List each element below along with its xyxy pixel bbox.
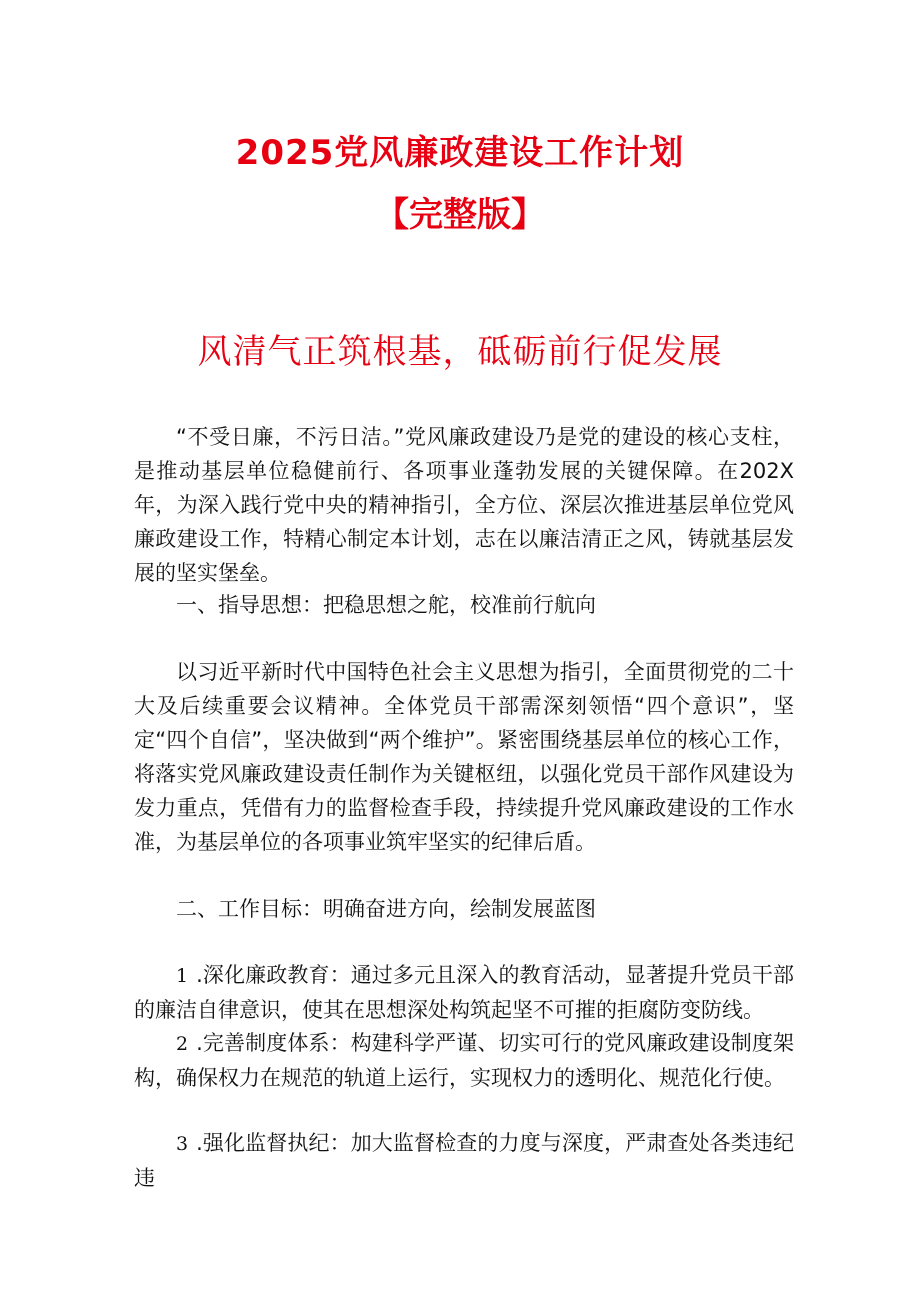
intro-paragraph: [134, 420, 794, 590]
section1-body-text: 以习近平新时代中国特色社会主义思想为指引，全面贯彻党的二十大及后续重要会议精神。全体党员干部需深刻领悟“四个意识”，坚定“四个自信”，坚决做到“两个维护”。紧密围绕基层单位的核心工作，将落实党风廉政建设责任制作为关键枢纽，以强化党员干部作风建设为发力重点，凭借有力的监督检查手段，持续提升党风廉政建设的工作水准，为基层单位的各项事业筑牢坚实的纪律后盾。: [134, 660, 794, 854]
document-title: 2025党风廉政建设工作计划: [235, 133, 685, 173]
document-headline: 风清气正筑根基，砥砺前行促发展: [197, 332, 723, 372]
list-item: [134, 1126, 794, 1195]
list-item-text: .深化廉政教育：通过多元且深入的教育活动，显著提升党员干部的廉洁自律意识，使其在思想深处构筑起坚不可摧的拒腐防变防线。: [134, 963, 794, 1022]
list-item-number: 3: [176, 1133, 189, 1155]
list-item: [134, 958, 794, 1027]
section1-heading-text: 一、指导思想：把稳思想之舵，校准前行航向: [176, 593, 596, 617]
section1-paragraph: [134, 655, 794, 859]
list-item: [134, 1026, 794, 1095]
intro-text: “不受日廉，不污日洁。”党风廉政建设乃是党的建设的核心支柱，是推动基层单位稳健前行、各项事业蓬勃发展的关键保障。在202X年，为深入践行党中央的精神指引，全方位、深层次推进基层单位党风廉政建设工作，特精心制定本计划，志在以廉洁清正之风，铸就基层发展的坚实堡垒。: [134, 425, 794, 585]
document-subtitle: 【完整版】: [375, 195, 545, 235]
section-heading-work-goals: [134, 892, 794, 926]
list-item-number: 1: [176, 965, 189, 987]
list-item-text: .完善制度体系：构建科学严谨、切实可行的党风廉政建设制度架构，确保权力在规范的轨道上运行，实现权力的透明化、规范化行使。: [134, 1031, 794, 1090]
list-item-text: .强化监督执纪：加大监督检查的力度与深度，严肃查处各类违纪违: [134, 1131, 794, 1190]
section-heading-guiding-ideology: [134, 588, 794, 622]
list-item-number: 2: [176, 1033, 189, 1055]
section2-heading-text: 二、工作目标：明确奋进方向，绘制发展蓝图: [176, 897, 596, 921]
